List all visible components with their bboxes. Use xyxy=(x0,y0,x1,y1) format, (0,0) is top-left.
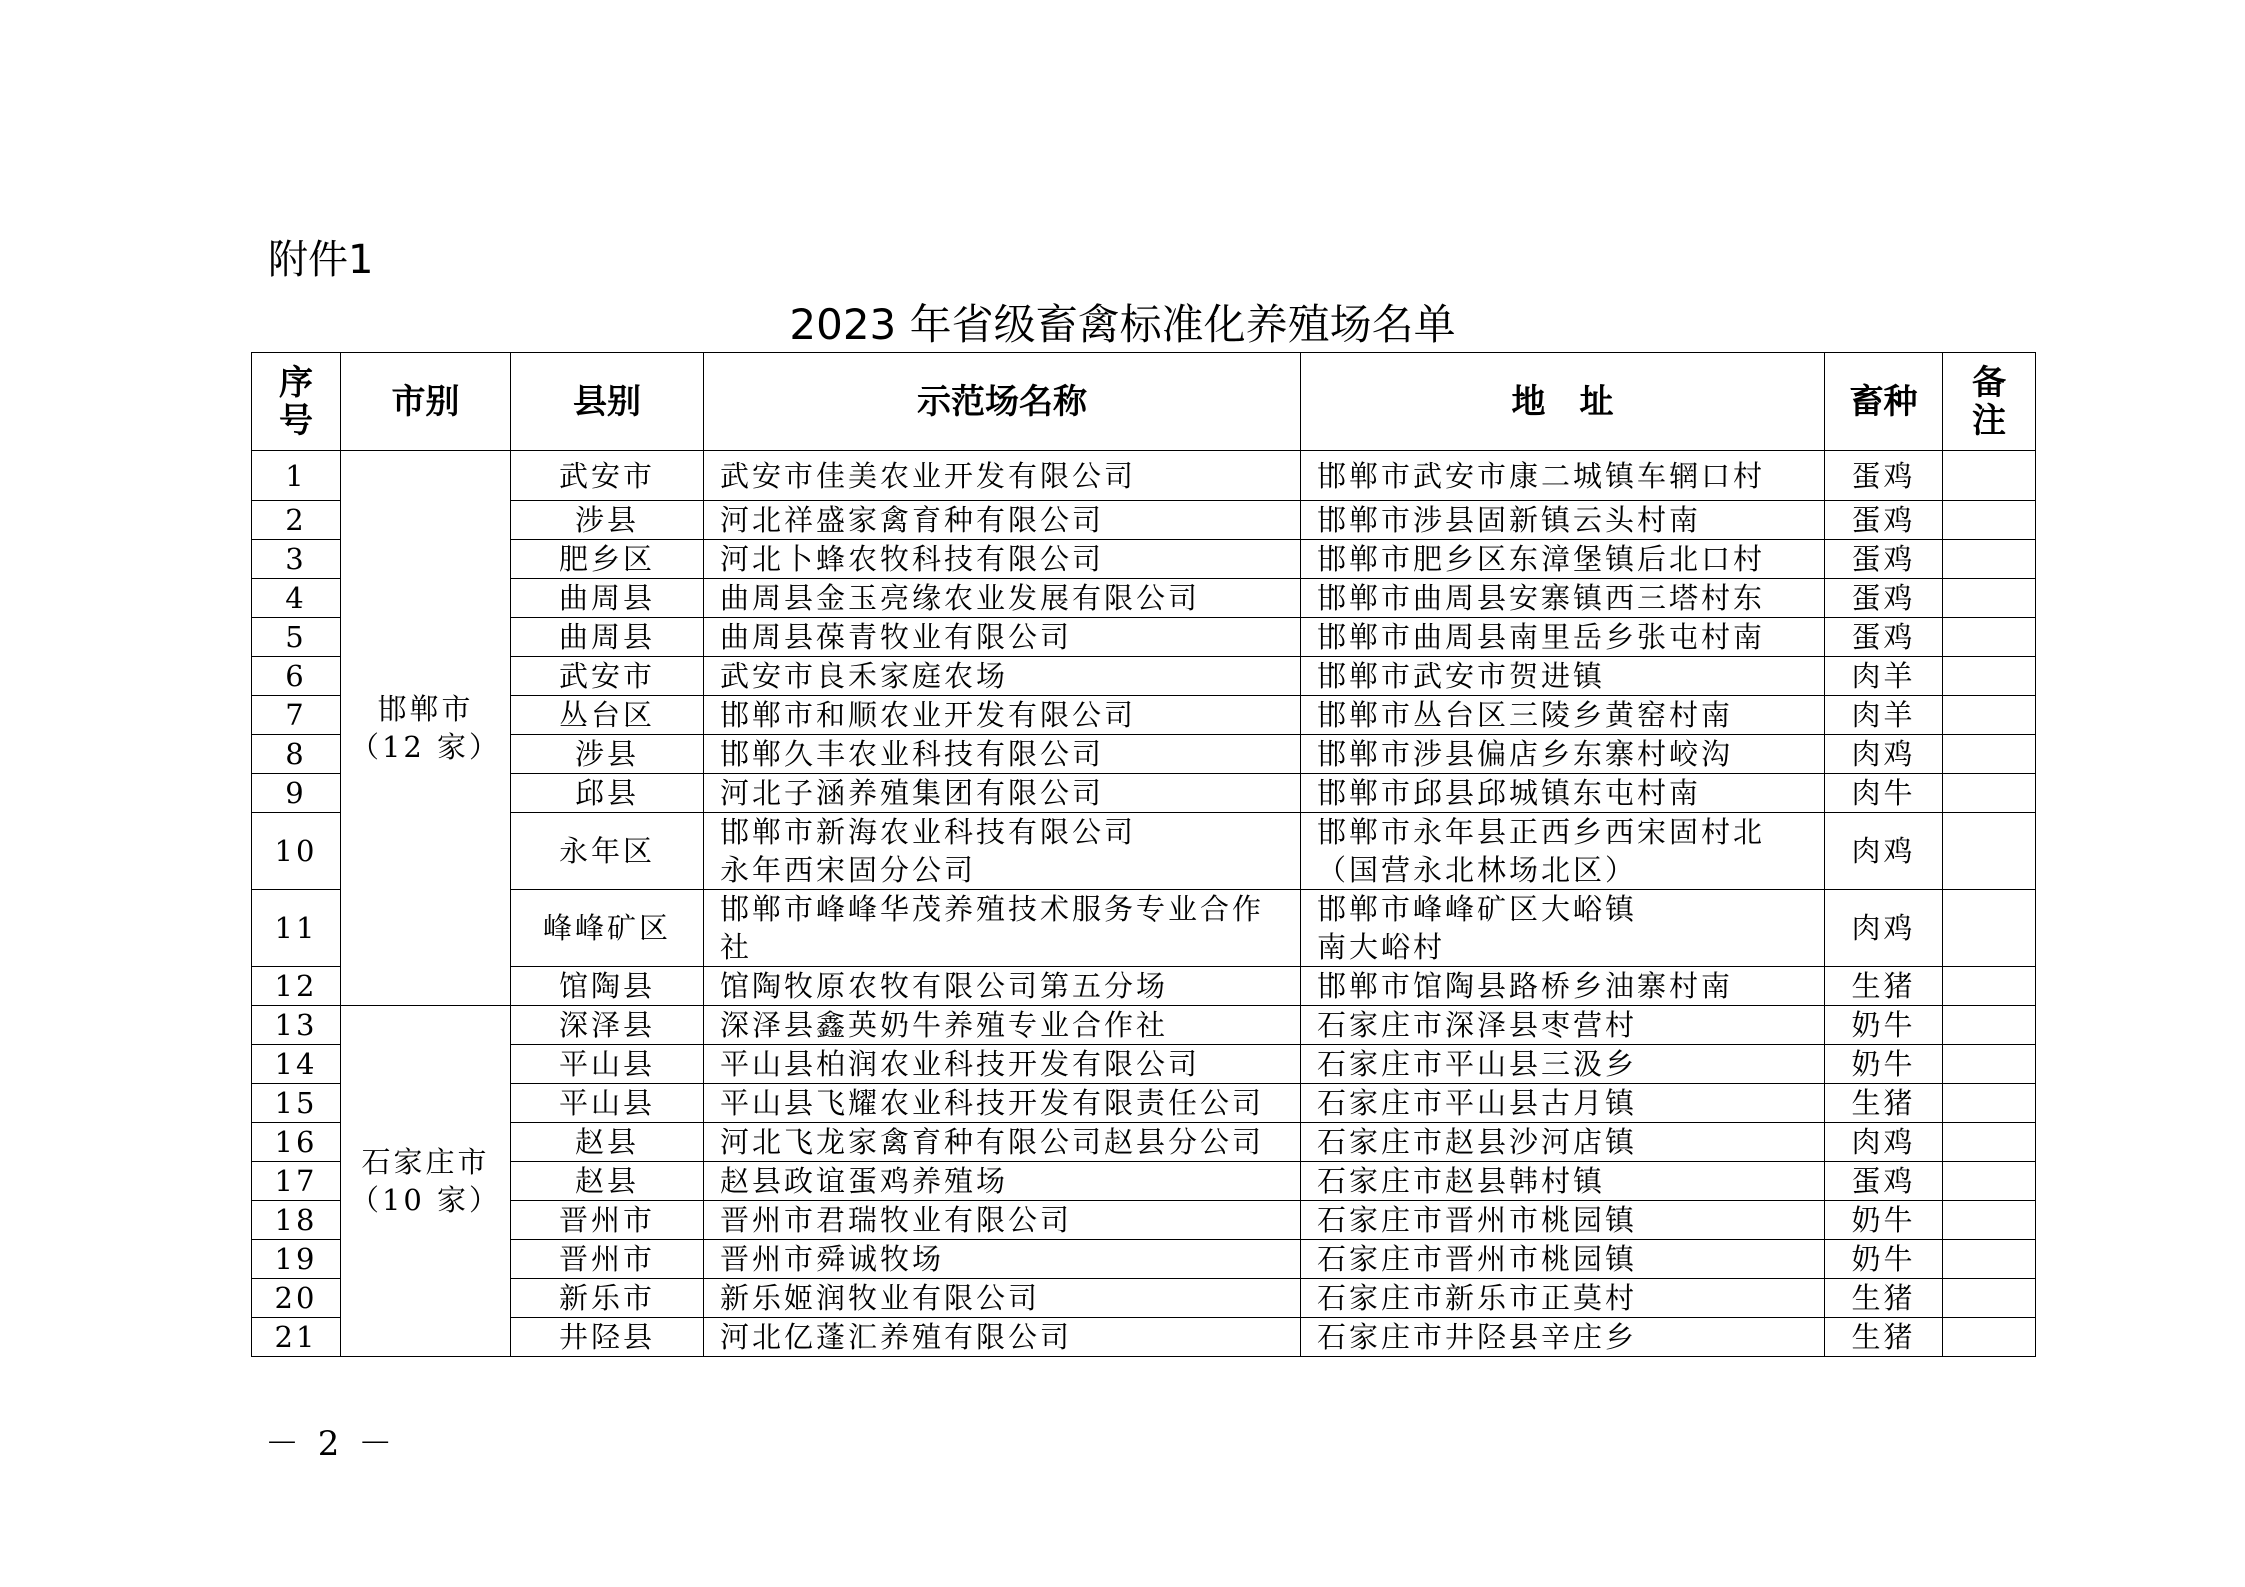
cell-species: 生猪 xyxy=(1825,967,1943,1006)
address-line: （国营永北林场北区） xyxy=(1317,853,1638,887)
cell-seq: 10 xyxy=(252,813,341,890)
cell-remark xyxy=(1943,774,2036,813)
cell-seq: 17 xyxy=(252,1162,341,1201)
city-line-2: （12 家） xyxy=(349,730,502,764)
table-row xyxy=(252,1084,2036,1123)
cell-farm-name xyxy=(704,1162,1301,1201)
address-line: 邯郸市涉县固新镇云头村南 xyxy=(1317,503,1702,537)
header-city: 市别 xyxy=(341,353,511,451)
cell-remark xyxy=(1943,1318,2036,1357)
farm-name-line: 河北卜蜂农牧科技有限公司 xyxy=(720,542,1105,576)
address-line: 石家庄市晋州市桃园镇 xyxy=(1317,1242,1638,1276)
table-row xyxy=(252,1318,2036,1357)
header-seq-line2: 号 xyxy=(279,400,313,441)
cell-county: 肥乡区 xyxy=(511,540,704,579)
cell-county: 馆陶县 xyxy=(511,967,704,1006)
cell-species: 肉羊 xyxy=(1825,696,1943,735)
address-line: 邯郸市肥乡区东漳堡镇后北口村 xyxy=(1317,542,1766,576)
cell-county: 武安市 xyxy=(511,451,704,501)
farm-name-line: 曲周县葆青牧业有限公司 xyxy=(720,620,1073,654)
cell-remark xyxy=(1943,967,2036,1006)
cell-species: 肉鸡 xyxy=(1825,1123,1943,1162)
farm-name-line: 馆陶牧原农牧有限公司第五分场 xyxy=(720,969,1169,1003)
cell-farm-name xyxy=(704,451,1301,501)
cell-address xyxy=(1301,1201,1825,1240)
cell-species: 蛋鸡 xyxy=(1825,540,1943,579)
cell-remark xyxy=(1943,1279,2036,1318)
cell-remark xyxy=(1943,1006,2036,1045)
cell-remark xyxy=(1943,1123,2036,1162)
cell-species: 蛋鸡 xyxy=(1825,618,1943,657)
cell-remark xyxy=(1943,540,2036,579)
cell-county: 平山县 xyxy=(511,1084,704,1123)
cell-address xyxy=(1301,1123,1825,1162)
cell-farm-name xyxy=(704,540,1301,579)
table-row xyxy=(252,451,2036,501)
cell-species: 生猪 xyxy=(1825,1318,1943,1357)
header-seq-line1: 序 xyxy=(279,362,313,403)
cell-address xyxy=(1301,1045,1825,1084)
cell-remark xyxy=(1943,696,2036,735)
cell-address xyxy=(1301,774,1825,813)
farm-name-line: 邯郸久丰农业科技有限公司 xyxy=(720,737,1105,771)
cell-county: 深泽县 xyxy=(511,1006,704,1045)
header-county: 县别 xyxy=(511,353,704,451)
cell-seq: 15 xyxy=(252,1084,341,1123)
cell-farm-name xyxy=(704,1279,1301,1318)
cell-species: 蛋鸡 xyxy=(1825,1162,1943,1201)
table-row xyxy=(252,579,2036,618)
table-row xyxy=(252,813,2036,890)
cell-address xyxy=(1301,1279,1825,1318)
cell-seq: 8 xyxy=(252,735,341,774)
table-row xyxy=(252,1240,2036,1279)
cell-address xyxy=(1301,579,1825,618)
farm-name-line: 武安市佳美农业开发有限公司 xyxy=(720,458,1137,493)
address-line: 邯郸市曲周县南里岳乡张屯村南 xyxy=(1317,620,1766,654)
cell-address xyxy=(1301,735,1825,774)
cell-county: 永年区 xyxy=(511,813,704,890)
address-line: 邯郸市武安市康二城镇车辋口村 xyxy=(1317,458,1766,493)
cell-county: 赵县 xyxy=(511,1162,704,1201)
cell-remark xyxy=(1943,890,2036,967)
cell-species: 奶牛 xyxy=(1825,1201,1943,1240)
cell-address xyxy=(1301,540,1825,579)
cell-remark xyxy=(1943,579,2036,618)
cell-farm-name xyxy=(704,967,1301,1006)
cell-species: 肉羊 xyxy=(1825,657,1943,696)
cell-seq: 5 xyxy=(252,618,341,657)
farm-name-line: 深泽县鑫英奶牛养殖专业合作社 xyxy=(720,1008,1169,1042)
cell-farm-name xyxy=(704,1123,1301,1162)
cell-farm-name xyxy=(704,774,1301,813)
address-line: 邯郸市丛台区三陵乡黄窑村南 xyxy=(1317,698,1734,732)
table-row xyxy=(252,618,2036,657)
cell-address xyxy=(1301,1240,1825,1279)
address-line: 石家庄市深泽县枣营村 xyxy=(1317,1008,1638,1042)
cell-seq: 6 xyxy=(252,657,341,696)
address-line: 邯郸市涉县偏店乡东寨村峧沟 xyxy=(1317,737,1734,771)
table-row xyxy=(252,540,2036,579)
cell-seq: 19 xyxy=(252,1240,341,1279)
cell-address xyxy=(1301,618,1825,657)
cell-address xyxy=(1301,657,1825,696)
cell-address xyxy=(1301,501,1825,540)
cell-remark xyxy=(1943,1162,2036,1201)
cell-seq: 9 xyxy=(252,774,341,813)
farm-name-line: 晋州市舜诚牧场 xyxy=(720,1242,945,1276)
address-line: 邯郸市馆陶县路桥乡油寨村南 xyxy=(1317,969,1734,1003)
farm-name-line: 晋州市君瑞牧业有限公司 xyxy=(720,1203,1073,1237)
address-line: 石家庄市平山县三汲乡 xyxy=(1317,1047,1638,1081)
cell-county: 平山县 xyxy=(511,1045,704,1084)
cell-farm-name xyxy=(704,579,1301,618)
cell-farm-name xyxy=(704,890,1301,967)
cell-county: 丛台区 xyxy=(511,696,704,735)
cell-seq: 16 xyxy=(252,1123,341,1162)
table-row xyxy=(252,735,2036,774)
cell-species: 奶牛 xyxy=(1825,1045,1943,1084)
header-farm-name: 示范场名称 xyxy=(704,353,1301,451)
cell-city xyxy=(341,451,511,1006)
farm-name-line: 赵县政谊蛋鸡养殖场 xyxy=(720,1164,1009,1198)
table-row xyxy=(252,657,2036,696)
farm-name-line: 邯郸市新海农业科技有限公司 xyxy=(720,815,1137,849)
cell-address xyxy=(1301,1006,1825,1045)
cell-county: 邱县 xyxy=(511,774,704,813)
farm-name-line: 河北亿蓬汇养殖有限公司 xyxy=(720,1320,1073,1354)
farm-name-line: 邯郸市和顺农业开发有限公司 xyxy=(720,698,1137,732)
table-row xyxy=(252,1045,2036,1084)
address-line: 邯郸市武安市贺进镇 xyxy=(1317,659,1606,693)
cell-city xyxy=(341,1006,511,1357)
table-row xyxy=(252,696,2036,735)
cell-species: 肉鸡 xyxy=(1825,890,1943,967)
table-row xyxy=(252,967,2036,1006)
cell-seq: 3 xyxy=(252,540,341,579)
cell-address xyxy=(1301,890,1825,967)
address-line: 石家庄市井陉县辛庄乡 xyxy=(1317,1320,1638,1354)
farm-name-line: 河北飞龙家禽育种有限公司赵县分公司 xyxy=(720,1125,1265,1159)
city-line-1: 石家庄市 xyxy=(361,1145,490,1179)
header-address: 地 址 xyxy=(1301,353,1825,451)
cell-farm-name xyxy=(704,618,1301,657)
address-line: 邯郸市永年县正西乡西宋固村北 xyxy=(1317,815,1766,849)
cell-county: 涉县 xyxy=(511,735,704,774)
cell-county: 晋州市 xyxy=(511,1240,704,1279)
cell-farm-name xyxy=(704,657,1301,696)
cell-farm-name xyxy=(704,813,1301,890)
cell-address xyxy=(1301,1318,1825,1357)
cell-seq: 18 xyxy=(252,1201,341,1240)
cell-county: 赵县 xyxy=(511,1123,704,1162)
cell-species: 生猪 xyxy=(1825,1084,1943,1123)
cell-remark xyxy=(1943,1201,2036,1240)
attachment-label: 附件1 xyxy=(268,237,374,283)
farm-name-line: 河北祥盛家禽育种有限公司 xyxy=(720,503,1105,537)
header-remark xyxy=(1943,353,2036,451)
cell-address xyxy=(1301,696,1825,735)
header-remark-line1: 备 xyxy=(1972,362,2006,403)
address-line: 南大峪村 xyxy=(1317,930,1446,964)
table-row xyxy=(252,1123,2036,1162)
page-number: － 2 － xyxy=(265,1424,397,1464)
cell-remark xyxy=(1943,451,2036,501)
cell-species: 奶牛 xyxy=(1825,1006,1943,1045)
cell-species: 肉鸡 xyxy=(1825,813,1943,890)
cell-remark xyxy=(1943,1045,2036,1084)
cell-remark xyxy=(1943,501,2036,540)
farm-name-line: 武安市良禾家庭农场 xyxy=(720,659,1009,693)
cell-remark xyxy=(1943,618,2036,657)
cell-seq: 1 xyxy=(252,451,341,501)
cell-remark xyxy=(1943,657,2036,696)
farm-name-line: 社 xyxy=(720,930,753,964)
address-line: 邯郸市曲周县安寨镇西三塔村东 xyxy=(1317,581,1766,615)
cell-farm-name xyxy=(704,735,1301,774)
cell-species: 肉牛 xyxy=(1825,774,1943,813)
farm-list-table xyxy=(251,352,2036,1357)
farm-name-line: 永年西宋固分公司 xyxy=(720,853,977,887)
cell-address xyxy=(1301,451,1825,501)
cell-seq: 20 xyxy=(252,1279,341,1318)
farm-name-line: 邯郸市峰峰华茂养殖技术服务专业合作 xyxy=(720,892,1265,926)
cell-remark xyxy=(1943,735,2036,774)
cell-remark xyxy=(1943,813,2036,890)
cell-address xyxy=(1301,1084,1825,1123)
farm-name-line: 曲周县金玉亮缘农业发展有限公司 xyxy=(720,581,1201,615)
cell-seq: 14 xyxy=(252,1045,341,1084)
cell-seq: 13 xyxy=(252,1006,341,1045)
cell-county: 曲周县 xyxy=(511,579,704,618)
cell-address xyxy=(1301,813,1825,890)
cell-farm-name xyxy=(704,1240,1301,1279)
farm-name-line: 新乐姬润牧业有限公司 xyxy=(720,1281,1041,1315)
document-title: 2023 年省级畜禽标准化养殖场名单 xyxy=(789,300,1456,349)
cell-seq: 4 xyxy=(252,579,341,618)
city-line-2: （10 家） xyxy=(349,1183,502,1217)
farm-name-line: 河北子涵养殖集团有限公司 xyxy=(720,776,1105,810)
cell-seq: 2 xyxy=(252,501,341,540)
table-row xyxy=(252,890,2036,967)
cell-farm-name xyxy=(704,1084,1301,1123)
cell-seq: 12 xyxy=(252,967,341,1006)
cell-seq: 21 xyxy=(252,1318,341,1357)
cell-farm-name xyxy=(704,1318,1301,1357)
address-line: 石家庄市新乐市正莫村 xyxy=(1317,1281,1638,1315)
cell-county: 涉县 xyxy=(511,501,704,540)
table-row xyxy=(252,1201,2036,1240)
cell-remark xyxy=(1943,1084,2036,1123)
table-row xyxy=(252,1006,2036,1045)
cell-address xyxy=(1301,967,1825,1006)
header-row xyxy=(252,353,2036,451)
cell-county: 峰峰矿区 xyxy=(511,890,704,967)
address-line: 石家庄市晋州市桃园镇 xyxy=(1317,1203,1638,1237)
header-remark-line2: 注 xyxy=(1972,400,2006,441)
cell-county: 新乐市 xyxy=(511,1279,704,1318)
table-row xyxy=(252,501,2036,540)
cell-farm-name xyxy=(704,1045,1301,1084)
cell-species: 肉鸡 xyxy=(1825,735,1943,774)
cell-species: 奶牛 xyxy=(1825,1240,1943,1279)
address-line: 邯郸市邱县邱城镇东屯村南 xyxy=(1317,776,1702,810)
address-line: 邯郸市峰峰矿区大峪镇 xyxy=(1317,892,1638,926)
address-line: 石家庄市平山县古月镇 xyxy=(1317,1086,1638,1120)
address-line: 石家庄市赵县沙河店镇 xyxy=(1317,1125,1638,1159)
cell-seq: 11 xyxy=(252,890,341,967)
cell-county: 晋州市 xyxy=(511,1201,704,1240)
cell-county: 武安市 xyxy=(511,657,704,696)
farm-name-line: 平山县飞耀农业科技开发有限责任公司 xyxy=(720,1086,1265,1120)
table-row xyxy=(252,1279,2036,1318)
table-body xyxy=(252,451,2036,1357)
table-row xyxy=(252,774,2036,813)
farm-name-line: 平山县柏润农业科技开发有限公司 xyxy=(720,1047,1201,1081)
cell-farm-name xyxy=(704,1006,1301,1045)
cell-county: 井陉县 xyxy=(511,1318,704,1357)
cell-farm-name xyxy=(704,696,1301,735)
address-line: 石家庄市赵县韩村镇 xyxy=(1317,1164,1606,1198)
cell-seq: 7 xyxy=(252,696,341,735)
city-line-1: 邯郸市 xyxy=(377,692,474,726)
table-row xyxy=(252,1162,2036,1201)
header-seq xyxy=(252,353,341,451)
cell-farm-name xyxy=(704,1201,1301,1240)
cell-species: 生猪 xyxy=(1825,1279,1943,1318)
cell-farm-name xyxy=(704,501,1301,540)
cell-species: 蛋鸡 xyxy=(1825,451,1943,501)
cell-species: 蛋鸡 xyxy=(1825,501,1943,540)
cell-species: 蛋鸡 xyxy=(1825,579,1943,618)
header-species: 畜种 xyxy=(1825,353,1943,451)
cell-remark xyxy=(1943,1240,2036,1279)
cell-county: 曲周县 xyxy=(511,618,704,657)
cell-address xyxy=(1301,1162,1825,1201)
